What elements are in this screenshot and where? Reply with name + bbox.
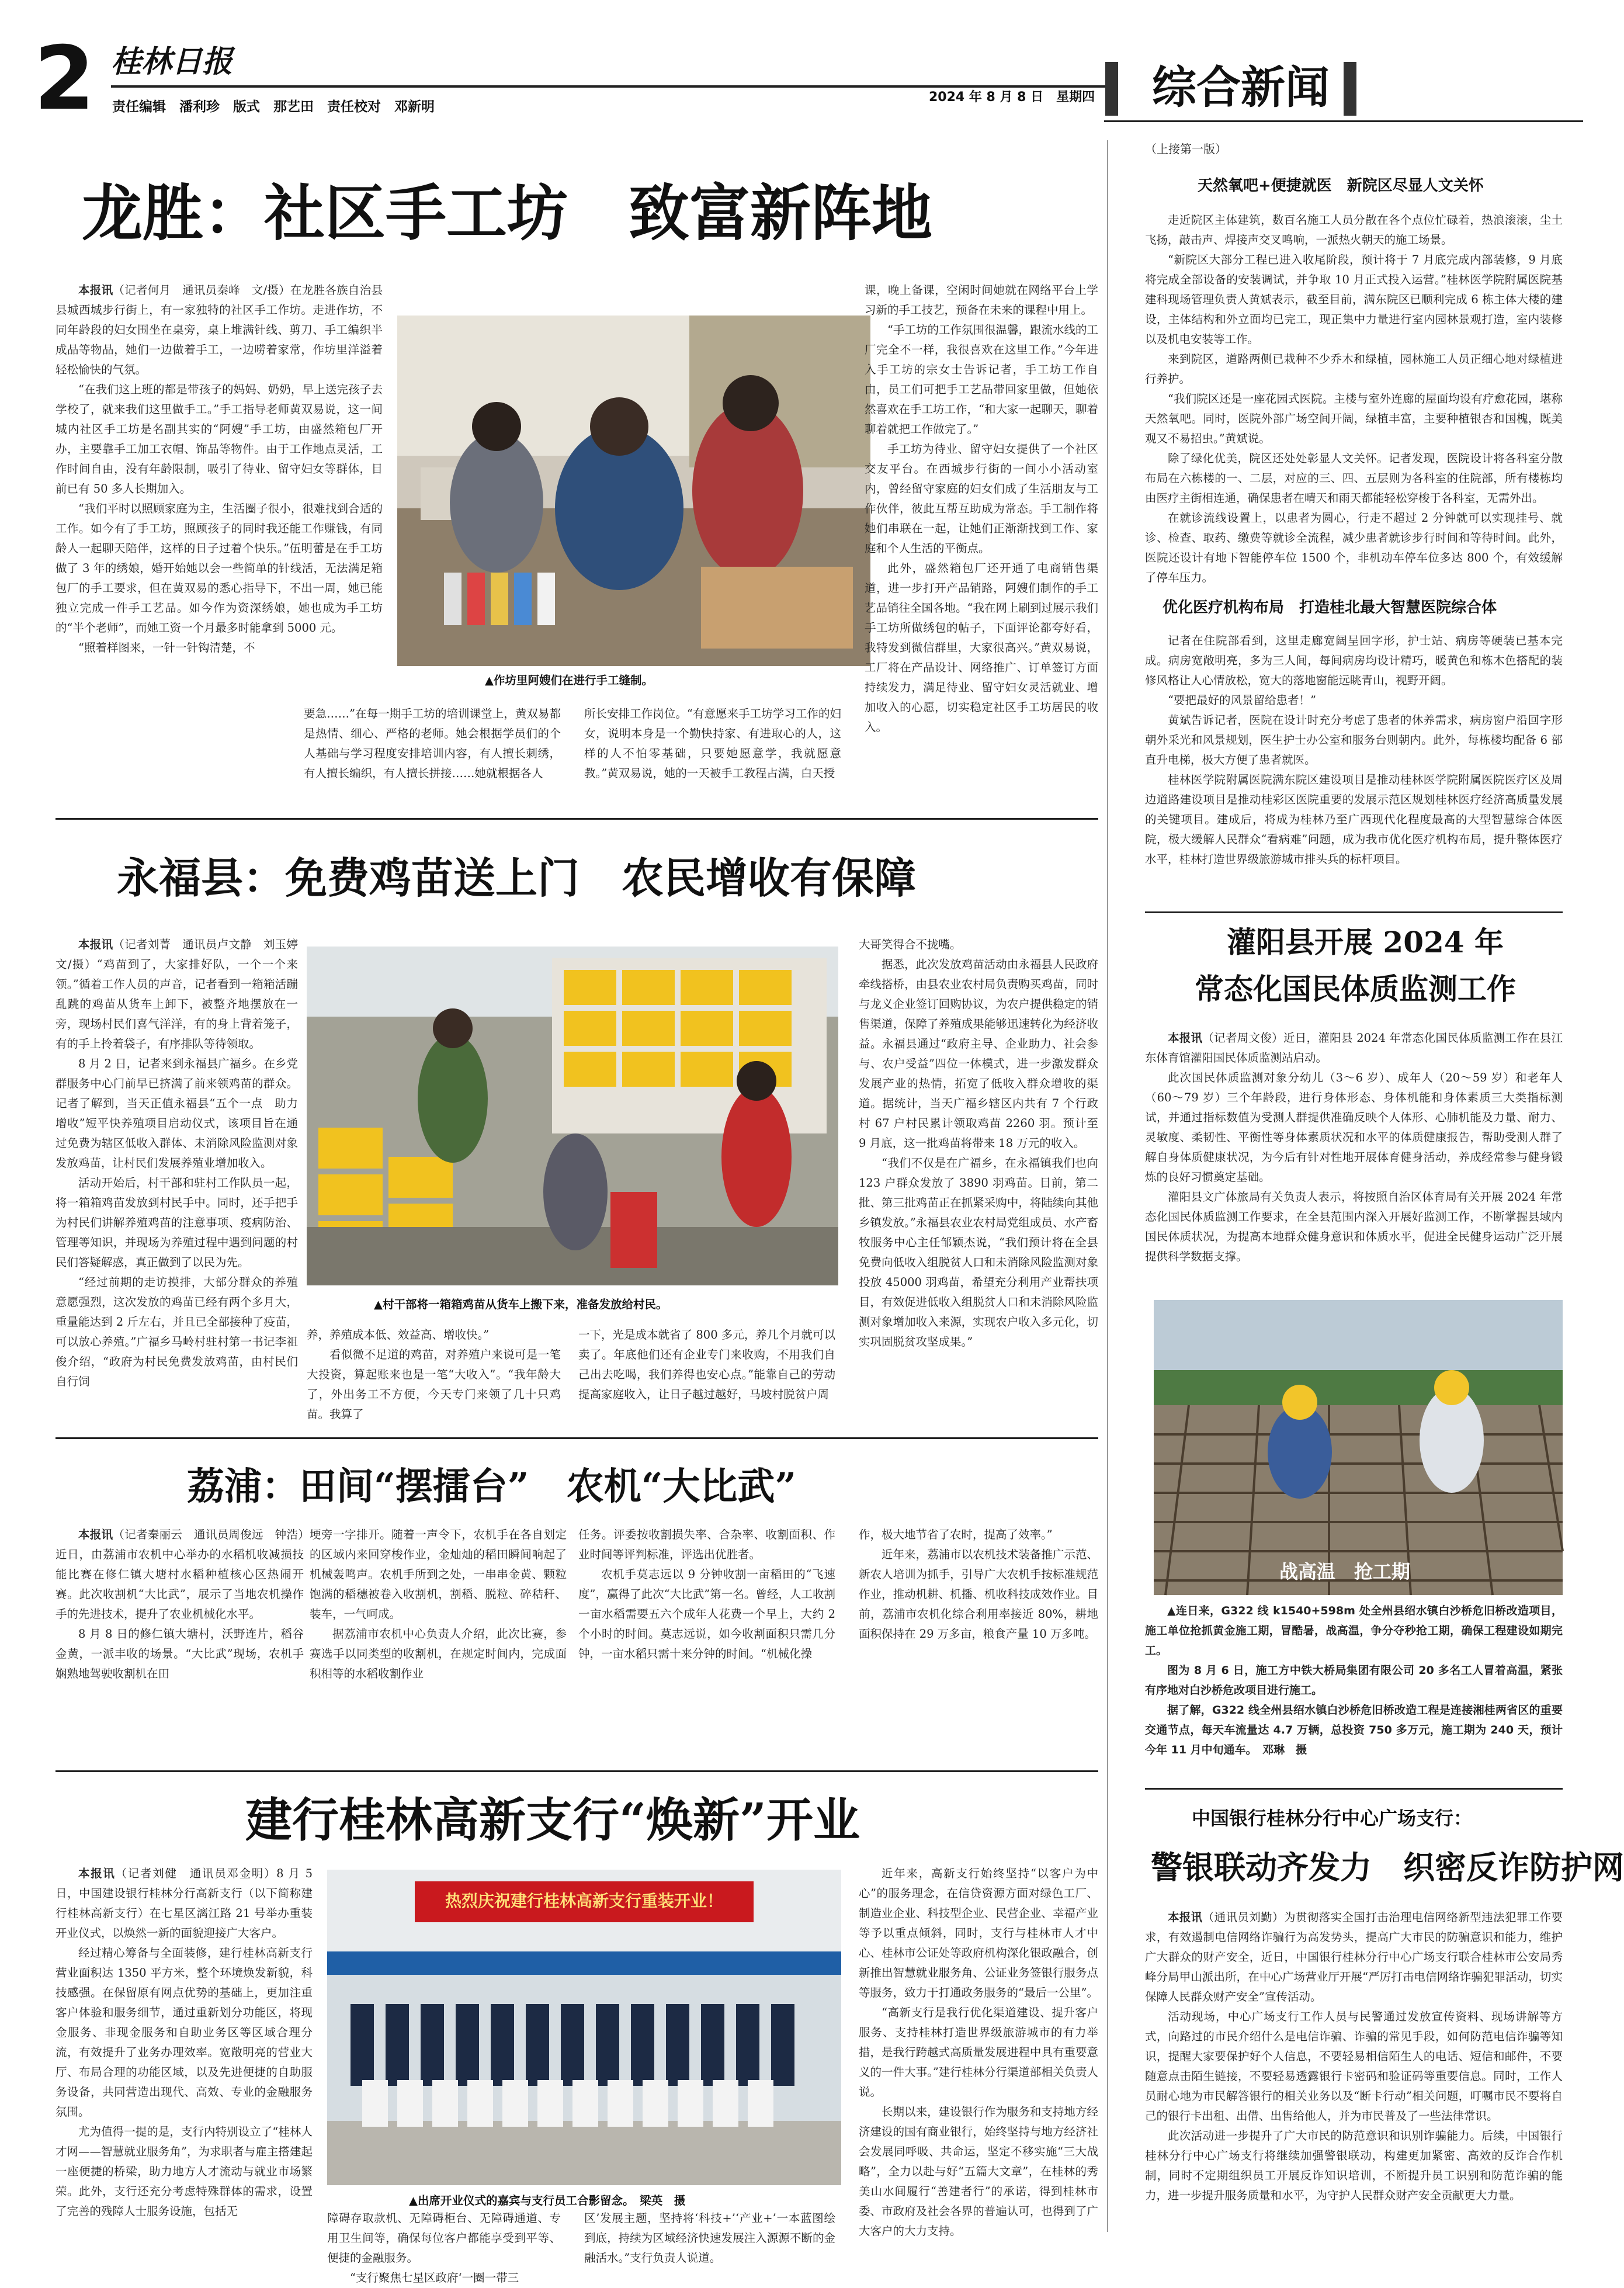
right-para: 除了绿化优美，院区还处处彰显人文关怀。记者发现，医院设计将各科室分散布局在六栋楼的一、二层，对应的三、四、五层则为各科室的住院部，所有楼栋均由医疗主街相连通，确保患者在晴天和雨天都能轻松穿梭于各科室，无需外出。 [1145,452,1563,505]
construction-photo [1154,1300,1563,1595]
article1-lead-tag: 本报讯 [78,283,113,297]
article1-para: “手工坊的工作氛围很温馨，跟流水线的工厂完全不一样，我很喜欢在这里工作。”今年进入手工坊的宗女士告诉记者，手工坊工作自由，员工们可把手工艺品带回家里做，但她依然喜欢在手工坊工作，“和大家一起聊天，聊着聊着就把工作做完了。” [865,323,1098,436]
construction-para: 图为 8 月 6 日，施工方中铁大桥局集团有限公司 20 多名工人冒着高温，紧张有序地对白沙桥危改项目进行施工。 [1145,1664,1563,1697]
article3-lead-tag: 本报讯 [78,1528,113,1541]
article1-col2 [304,704,561,803]
article3-rule [55,1770,1098,1772]
boc-para: 活动现场，中心广场支行工作人员与民警通过发放宣传资料、现场讲解等方式，向路过的市民介绍什么是电信诈骗、诈骗的常见手段，如何防范电信诈骗等知识，提醒大家要保护好个人信息，不要轻易相信陌生人的电话、短信和邮件，不要随意点击陌生链接，不要轻易透露银行卡密码和验证码等重要信息。同时，工作人员耐心地为市民解答银行的相关业务以及“断卡行动”相关问题，叮嘱市民不要将自己的银行卡出租、出借、出售给他人，并为市民普及了一些法律常识。 [1145,2010,1563,2123]
construction-para: 据了解，G322 线全州县绍水镇白沙桥危旧桥改造工程是连接湘桂两省区的重要交通节点，每天车流量达 4.7 万辆，总投资 750 多万元，施工期为 240 天，预计今年 11 月中旬通车。 邓琳 摄 [1145,1704,1563,1756]
article4-para: “支行聚焦七星区政府‘一圈一带三 [350,2271,519,2284]
article4-banner: 热烈庆祝建行桂林高新支行重装开业！ [445,1891,723,1911]
article1-para: 课，晚上备课，空闲时间她就在网络平台上学习新的手工技艺，预备在未来的课程中用上。 [865,283,1098,317]
right-para: 记者在住院部看到，这里走廊宽阔呈回字形，护士站、病房等硬装已基本完成。病房宽敞明亮，多为三人间，每间病房均设计精巧，暖黄色和栋木色搭配的装修风格让人心情放松，宽大的落地窗能远眺青山，视野开阔。 [1145,634,1563,687]
boc-body [1145,1908,1563,2247]
right-para: 黄斌告诉记者，医院在设计时充分考虑了患者的休养需求，病房窗户沿回字形朝外采光和风景规划，医生护士办公室和服务台则朝内。此外，每栋楼均配备 6 部直升电梯，极大方便了患者就医。 [1145,713,1563,767]
section-marker [1105,62,1118,116]
article3-col2 [310,1525,567,1770]
article2-col1 [55,935,310,1426]
article1-para: “在我们这上班的都是带孩子的妈妈、奶奶，早上送完孩子去学校了，就来我们这里做手工。”手工指导老师黄双易说，这一间城内社区手工坊是名副其实的“阿嫂”手工坊，由盛然箱包厂开办，主要靠手工加工衣帽、饰品等物件。由于工作地点灵活，工作时间自由，没有年龄限制，吸引了待业、留守妇女等群体，目前已有 50 多人长期加入。 [55,383,383,495]
article4-photo [327,1870,841,2185]
article2-col3 [578,1325,835,1426]
article4-col1 [55,1864,313,2244]
column-divider [1107,140,1108,2232]
right-sub1-body [1145,210,1563,602]
article2-lead [55,935,310,1054]
article1-para: 所长安排工作岗位。“有意愿来手工坊学习工作的妇女，说明本身是一个勤快持家、有进取心的人，这样的人不怕零基础，只要她愿意学，我就愿意教。”黄双易说，她的一天被手工教程占满，白天授 [584,707,841,780]
article1-caption: ▲作坊里阿嫂们在进行手工缝制。 [485,674,653,687]
article4-para: （记者刘健 通讯员邓金明）8 月 5 日，中国建设银行桂林分行高新支行（以下简称建行桂林高新支行）在七星区漓江路 21 号举办重装开业仪式，以焕然一新的面貌迎接广大客户。 [55,1867,313,1940]
article1-para: 要急……”在每一期手工坊的培训课堂上，黄双易都是热情、细心、严格的老师。她会根据学员们的个人基础与学习程度安排培训内容，有人擅长刺绣，有人擅长编织，有人擅长拼接……她就根据各人 [304,707,561,780]
right-para: “要把最好的风景留给患者！” [1168,694,1316,707]
article3-headline: 荔浦：田间“摆擂台” 农机“大比武” [187,1465,797,1509]
article3-lead [55,1525,304,1624]
article2-para: “我们不仅是在广福乡，在永福镇我们也向 123 户群众发放了 3890 羽鸡苗。目前，第二批、第三批鸡苗正在抓紧采购中，将陆续向其他乡镇发放。”永福县农业农村局党组成员、水产畜牧服务中心主任邹颖杰说，“我们预计将在全县免费向低收入组脱贫人口和未消除风险监测对象投放 45000 羽鸡苗，希望充分利用产业帮扶项目，有效促进低收入组脱贫人口和未消除风险监测对象增加收入来源，实现农户收入多元化，切实巩固脱贫攻坚成果。” [859,1156,1098,1348]
article3-para: 据荔浦市农机中心负责人介绍，此次比赛，参赛选手以同类型的收割机，在规定时间内，完成面积相等的水稻收割作业 [310,1627,567,1680]
article4-col2 [327,2209,561,2284]
article4-lead [55,1864,313,1943]
continue-note: （上接第一版） [1145,142,1227,156]
article3-col3 [578,1525,835,1770]
right-para: “我们院区还是一座花园式医院。主楼与室外连廊的屋面均设有疗愈花园，堪称天然氧吧。同时，医院外部广场空间开阔，绿植丰富，主要种植银杏和国槐，既美观又不易招虫。”黄斌说。 [1145,392,1563,445]
right-para: 桂林医学院附属医院满东院区建设项目是推动桂林医学院附属医院医疗区及周边道路建设项目是推动桂彩区医院重要的发展示范区规划桂林医疗经济高质量发展的关键项目。建成后，将成为桂林乃至广西现代化程度最高的大型智慧综合体医院，极大缓解人民群众“看病难”问题，成为我市优化医疗机构布局，提升整体医疗水平，桂林打造世界级旅游城市排头兵的标杆项目。 [1145,773,1563,866]
article2-col4 [859,935,1098,1426]
construction-para: ▲连日来，G322 线 k1540+598m 处全州县绍水镇白沙桥危旧桥改造项目，施工单位抢抓黄金施工期，冒酷暑，战高温，争分夺秒抢工期，确保工程建设如期完工。 [1145,1604,1563,1657]
article1-photo [397,316,870,666]
article3-para: 农机手莫志远以 9 分钟收割一亩稻田的“飞速度”，赢得了此次“大比武”第一名。曾经，人工收割一亩水稻需要五六个成年人花费一个早上，大约 2 个小时的时间。莫志远说，如今收割面积只需几分钟，一亩水稻只需十来分钟的时间。“机械化操 [578,1568,835,1660]
article2-photo [307,947,838,1285]
guanyang-lead [1145,1028,1563,1068]
article4-para: “高新支行是我行优化渠道建设、提升客户服务、支持桂林打造世界级旅游城市的有力举措，是我行跨越式高质量发展进程中具有重要意义的一件大事。”建行桂林分行渠道部相关负责人说。 [859,2006,1098,2099]
right-para: “新院区大部分工程已进入收尾阶段，预计将于 7 月底完成内部装修，9 月底将完成全部设备的安装调试，并争取 10 月正式投入运营。”桂林医学院附属医院基建科现场管理负责人黄斌表示，截至目前，满东院区已顺利完成 6 栋主体大楼的建设，主体结构和外立面均已完工，现正集中力量进行室内园林景观打造，室内装修以及机电安装等工作。 [1145,253,1563,346]
article2-col2 [307,1325,561,1426]
article2-para: 大哥笑得合不拢嘴。 [859,938,962,951]
boc-kicker: 中国银行桂林分行中心广场支行： [1192,1807,1473,1829]
article4-para: 近年来，高新支行始终坚持“以客户为中心”的服务理念，在信贷资源方面对绿色工厂、制造业企业、科技型企业、民营企业、幸福产业等予以重点倾斜，同时，支行与桂林市人才中心、桂林市公证处等政府机构深化银政融合，创新推出智慧就业服务角、公证业务签银行服务点等服务，致力于打通政务服务的“最后一公里”。 [859,1867,1098,1999]
article4-caption: ▲出席开业仪式的嘉宾与支行员工合影留念。 梁英 摄 [409,2194,686,2207]
article1-col4 [865,280,1098,806]
guanyang-para: （记者周文俊）近日，灌阳县 2024 年常态化国民体质监测工作在县江东体育馆灌阳国民体质监测站启动。 [1145,1031,1563,1065]
article1-lead [55,280,383,380]
right-sub2: 优化医疗机构布局 打造桂北最大智慧医院综合体 [1163,599,1497,616]
article1-para: （记者何月 通讯员秦峰 文/摄）在龙胜各族自治县县城西城步行街上，有一家独特的社区手工作坊。走进作坊，不同年龄段的妇女围坐在桌旁，桌上堆满针线、剪刀、手工编织半成品等物品，她们一边做着手工，一边唠着家常，作坊里洋溢着轻松愉快的气氛。 [55,283,383,376]
section-marker-right [1344,62,1356,116]
article3-col1 [55,1525,304,1770]
article4-para: 区’发展主题，坚持将‘科技+’‘产业+’一本蓝图绘到底，持续为区域经济快速发展注入源源不断的金融活水。”支行负责人说道。 [584,2211,835,2265]
article1-para: “照着样图来，一针一针钩清楚，不 [78,641,255,654]
article2-para: 据悉，此次发放鸡苗活动由永福县人民政府牵线搭桥，由县农业农村局负责购买鸡苗，同时与龙义企业签订回购协议，为农户提供稳定的销售渠道，保障了养殖成果能够迅速转化为经济收益。永福县通过“政府主导、企业助力、社会参与、农户受益”四位一体模式，进一步激发群众发展产业的热情，拓宽了低收入群众增收的渠道。据统计，当天广福乡辖区内共有 7 个行政村 67 户村民累计领取鸡苗 2260 羽。预计至 9 月底，这一批鸡苗将带来 18 万元的收入。 [859,958,1098,1150]
article1-col3 [584,704,841,803]
right-rule-2 [1145,1788,1563,1790]
right-para: 来到院区，道路两侧已栽种不少乔木和绿植，园林施工人员正细心地对绿植进行养护。 [1145,352,1563,386]
article1-para: 手工坊为待业、留守妇女提供了一个社区交友平台。在西城步行街的一间小小活动室内，曾经留守家庭的妇女们成了生活朋友与工作伙伴，彼此互帮互助成为常态。手工制作将她们串联在一起，让她们正渐渐找到工作、家庭和个人生活的平衡点。 [865,442,1098,555]
staff-line: 责任编辑 潘利珍 版式 那艺田 责任校对 邓新明 [112,99,435,115]
article2-headline: 永福县：免费鸡苗送上门 农民增收有保障 [117,853,917,903]
article3-para: 近年来，荔浦市以农机技术装备推广示范、新农人培训为抓手，引导广大农机手按标准规范作业，推动机耕、机播、机收科技成效作业。目前，荔浦市农机化综合利用率接近 80%，耕地面积保持在 29 万多亩，粮食产量 10 万多吨。 [859,1548,1098,1641]
article3-para: 埂旁一字排开。随着一声令下，农机手在各自划定的区域内来回穿梭作业，金灿灿的稻田瞬间响起了机械轰鸣声。农机手所到之处，一串串金黄、颗粒饱满的稻穗被卷入收割机，割稻、脱粒、碎秸秆、装车，一气呵成。 [310,1528,567,1621]
article4-para: 障碍存取款机、无障碍柜台、无障碍通道、专用卫生间等，确保每位客户都能享受到平等、便捷的金融服务。 [327,2211,561,2265]
section-rule [1104,120,1583,122]
article3-para: 作，极大地节省了农时，提高了效率。” [859,1528,1053,1541]
masthead-rule [111,85,1110,88]
right-sub1: 天然氧吧+便捷就医 新院区尽显人文关怀 [1198,177,1484,195]
article1-headline: 龙胜：社区手工坊 致富新阵地 [82,178,933,249]
article2-para: 8 月 2 日，记者来到永福县广福乡。在乡党群服务中心门前早已挤满了前来领鸡苗的群众。记者了解到，当天正值永福县“五个一点 助力增收”短平快养殖项目启动仪式，该项目旨在通过免费为辖区低收入群体、未消除风险监测对象发放鸡苗，让村民们发展养殖业增加收入。 [55,1057,298,1170]
article1-para: 此外，盛然箱包厂还开通了电商销售渠道，进一步打开产品销路，阿嫂们制作的手工艺品销往全国各地。“我在网上刷到过展示我们手工坊所做绣包的帖子，下面评论都夸好看，我特发到微信群里，大家很高兴。”黄双易说，工厂将在产品设计、网络推广、订单签订方面持续发力，满足待业、留守妇女灵活就业、增加收入的心愿，切实稳定社区手工坊居民的收入。 [865,561,1098,734]
article4-col4 [859,1864,1098,2244]
article4-lead-tag: 本报讯 [78,1867,116,1880]
article4-para: 经过精心筹备与全面装修，建行桂林高新支行营业面积达 1350 平方米，整个环境焕发新貌，科技感强。在保留原有网点优势的基础上，更加注重客户体验和服务细节，通过重新划分功能区，将现金服务、非现金服务和自助业务区等区域合理分流，有效提升了业务办理效率。宽敞明亮的营业大厅、布局合理的功能区域，以及先进便捷的自助服务设备，共同营造出现代、高效、专业的金融服务氛围。 [55,1946,313,2119]
guanyang-title-2: 常态化国民体质监测工作 [1195,972,1516,1006]
construction-body [1145,1601,1563,1776]
article4-para: 长期以来，建设银行作为服务和支持地方经济建设的国有商业银行，始终坚持与地方经济社会发展同呼吸、共命运，坚定不移实施“三大战略”，全力以赴与好“五篇大文章”，在桂林的秀美山水间履行“善建者行”的承诺，得到桂林市委、市政府及社会各界的普遍认可，也得到了广大客户的大力支持。 [859,2105,1098,2238]
guanyang-title-1: 灌阳县开展 2024 年 [1227,925,1504,959]
article3-para: （记者秦丽云 通讯员周俊远 钟浩）近日，由荔浦市农机中心举办的水稻机收减损技能比赛在修仁镇大塘村水稻种植核心区热闹开赛。此次收割机“大比武”，展示了当地农机操作手的先进技术，提升了农业机械化水平。 [55,1528,304,1621]
right-para: 走近院区主体建筑，数百名施工人员分散在各个点位忙碌着，热浪滚滚，尘土飞扬，敲击声、焊接声交叉鸣响，一派热火朝天的施工场景。 [1145,213,1563,247]
article1-rule [55,818,1098,820]
article3-para: 8 月 8 日的修仁镇大塘村，沃野连片，稻谷金黄，一派丰收的场景。“大比武”现场，农机手娴熟地驾驶收割机在田 [55,1627,304,1680]
article4-para: 尤为值得一提的是，支行内特别设立了“桂林人才网——智慧就业服务角”，为求职者与雇主搭建起一座便捷的桥梁，助力地方人才流动与就业市场繁荣。此外，支行还充分考虑特殊群体的需求，设置了完善的残障人士服务设施，包括无 [55,2125,313,2218]
guanyang-body [1145,1028,1563,1285]
article2-para: 活动开始后，村干部和驻村工作队员一起，将一箱箱鸡苗发放到村民手中。同时，还手把手为村民们讲解养殖鸡苗的注意事项、疫病防治、管理等知识，并现场为养殖过程中遇到问题的村民们答疑解惑，真正做到了以民为先。 [55,1176,298,1269]
article2-caption: ▲村干部将一箱箱鸡苗从货车上搬下来，准备发放给村民。 [374,1298,668,1311]
page-number: 2 [34,28,95,130]
guanyang-lead-tag: 本报讯 [1168,1031,1203,1045]
article2-rule [55,1437,1098,1439]
article2-para: “经过前期的走访摸排，大部分群众的养殖意愿强烈，这次发放的鸡苗已经有两个多月大，重量能达到 2 斤左右，并且已全部接种了疫苗，可以放心养殖。”广福乡马岭村驻村第一书记李祖俊介绍，“政府为村民免费发放鸡苗，由村民们自行饲 [55,1275,298,1388]
boc-title: 警银联动齐发力 织密反诈防护网 [1151,1849,1624,1886]
article3-col4 [859,1525,1098,1770]
boc-para: （通讯员刘勤）为贯彻落实全国打击治理电信网络新型违法犯罪工作要求，有效遏制电信网络诈骗行为高发势头，提高广大市民的防骗意识和能力，维护广大群众的财产安全，近日，中国银行桂林分行中心广场支行联合桂林市公安局秀峰分局甲山派出所，在中心广场营业厅开展“严厉打击电信网络诈骗犯罪活动，切实保障人民群众财产安全”宣传活动。 [1145,1911,1563,2003]
article3-para: 任务。评委按收割损失率、合杂率、收割面积、作业时间等评判标准，评选出优胜者。 [578,1528,835,1561]
article2-para: 养，养殖成本低、效益高、增收快。” [307,1328,490,1341]
article2-para: 看似微不足道的鸡苗，对养殖户来说可是一笔大投资，算起账来也是一笔“大收入”。“我年龄大了，外出务工不方便，今天专门来领了几十只鸡苗。我算了 [307,1348,561,1421]
article4-headline: 建行桂林高新支行“焕新”开业 [245,1793,860,1847]
guanyang-para: 此次国民体质监测对象分幼儿（3～6 岁）、成年人（20～59 岁）和老年人（60～79 岁）三个年龄段，进行身体形态、身体机能和身体素质三大类指标测试，并通过指标数值为受测人群提供准确反映个人体形、心肺机能及力量、耐力、灵敏度、柔韧性、平衡性等身体素质状况和水平的体质健康报告，帮助受测人群了解自身体质健康状况，为今后有针对性地开展体育健身活动，养成经常参与健身锻炼的良好习惯奠定基础。 [1145,1071,1563,1184]
right-sub2-body [1145,631,1563,906]
boc-lead-tag: 本报讯 [1168,1911,1203,1924]
right-rule-1 [1145,911,1563,913]
section-label: 综合新闻 [1152,61,1330,113]
article1-para: “我们平时以照顾家庭为主，生活圈子很小，很难找到合适的工作。如今有了手工坊，照顾孩子的同时我还能工作赚钱，有同龄人一起聊天陪伴，这样的日子过着个快乐。”伍明蕾是在手工坊做了 3 年的绣娘，婚开始她以会一些简单的针线活，无法满足箱包厂的手工要求，但在黄双易的悉心指导下，不出一周，她已能独立完成一件手工艺品。如今作为资深绣娘，她也成为手工坊的“半个老师”，而她工资一个月最多时能拿到 5000 元。 [55,502,383,635]
article2-para: （记者刘菁 通讯员卢文静 刘玉婷 文/摄）“鸡苗到了，大家排好队，一个一个来领。”循着工作人员的声音，记者看到一箱箱活蹦乱跳的鸡苗从货车上卸下，被整齐地摆放在一旁，现场村民们喜气洋洋，有的身上背着笼子，有的手上拎着袋子，有序排队等待领取。 [55,938,310,1051]
article2-lead-tag: 本报讯 [78,938,113,951]
right-para: 在就诊流线设置上，以患者为圆心，行走不超过 2 分钟就可以实现挂号、就诊、检查、取药、缴费等就诊全流程，减少患者就诊步行时间和等待时间。此外，医院还设计有地下智能停车位 1500 个，非机动车停车位多达 800 个，有效缓解了停车压力。 [1145,511,1563,584]
boc-lead [1145,1908,1563,2007]
paper-name: 桂林日报 [111,44,233,79]
article2-para: 一下，光是成本就省了 800 多元，养几个月就可以卖了。年底他们还有企业专门来收购，不用我们自己出去吃喝，我们养得也安心点。”能靠自己的劳动提高家庭收入，让日子越过越好，马坡村脱贫户周 [578,1328,835,1401]
date-line: 2024 年 8 月 8 日 星期四 [929,90,1095,105]
construction-photo-caption: 战高温 抢工期 [1279,1561,1411,1583]
article4-col3 [584,2209,835,2265]
boc-para: 此次活动进一步提升了广大市民的防范意识和识别诈骗能力。后续，中国银行桂林分行中心广场支行将继续加强警银联动，构建更加紧密、高效的反诈合作机制，同时不定期组织员工开展反诈知识培训，不断提升员工识别和防范诈骗的能力，进一步提升服务质量和水平，为守护人民群众财产安全贡献更大力量。 [1145,2129,1563,2202]
guanyang-para: 灌阳县文广体旅局有关负责人表示，将按照自治区体育局有关开展 2024 年常态化国民体质监测工作要求，在全县范围内深入开展好监测工作，不断掌握县域内国民体质状况，为提高本地群众健身意识和体质水平，促进全民健身运动广泛开展提供科学数据支撑。 [1145,1190,1563,1263]
